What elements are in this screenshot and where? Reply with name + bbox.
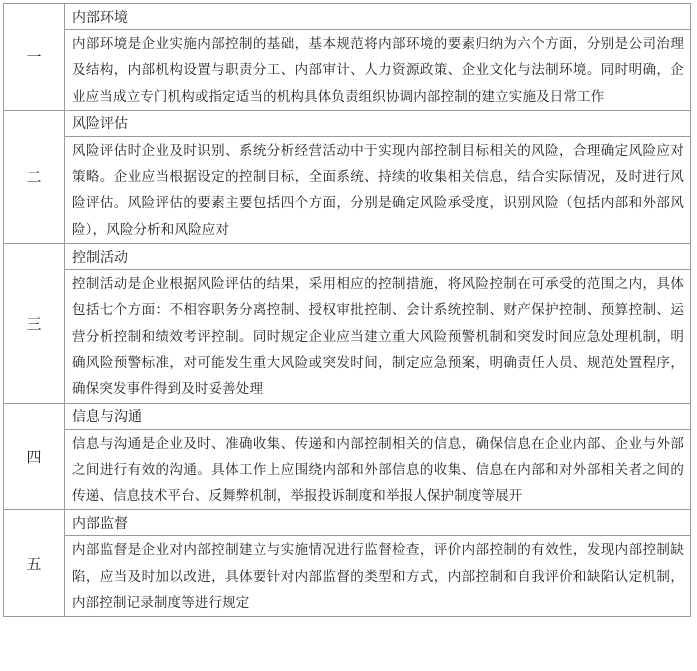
section-title: 内部环境 xyxy=(65,4,691,30)
section-number: 三 xyxy=(4,244,65,403)
section-description: 风险评估时企业及时识别、系统分析经营活动中于实现内部控制目标相关的风险，合理确定风险应对策略。企业应当根据设定的控制目标，全面系统、持续的收集相关信息，结合实际情况，及时进行风险评估。风险评估的要素主要包括四个方面，分别是确定风险承受度，识别风险（包括内部和外部风险），风险分析和风险应对 xyxy=(65,136,691,243)
internal-control-table xyxy=(3,3,691,617)
section-header-row xyxy=(4,4,691,30)
section-title: 内部监督 xyxy=(65,510,691,536)
section-header-row xyxy=(4,510,691,536)
section-title: 信息与沟通 xyxy=(65,403,691,429)
section-header-row xyxy=(4,403,691,429)
section-description: 控制活动是企业根据风险评估的结果，采用相应的控制措施，将风险控制在可承受的范围之内，具体包括七个方面：不相容职务分离控制、授权审批控制、会计系统控制、财产保护控制、预算控制、运营分析控制和绩效考评控制。同时规定企业应当建立重大风险预警机制和突发时间应急处理机制，明确风险预警标准，对可能发生重大风险或突发时间，制定应急预案，明确责任人员、规范处置程序，确保突发事件得到及时妥善处理 xyxy=(65,270,691,403)
section-description: 内部环境是企业实施内部控制的基础，基本规范将内部环境的要素归纳为六个方面，分别是公司治理及结构，内部机构设置与职责分工、内部审计、人力资源政策、企业文化与法制环境。同时明确，企业应当成立专门机构或指定适当的机构具体负责组织协调内部控制的建立实施及日常工作 xyxy=(65,30,691,111)
section-body-row xyxy=(4,429,691,510)
section-body-row xyxy=(4,536,691,617)
section-title: 控制活动 xyxy=(65,244,691,270)
section-body-row xyxy=(4,30,691,111)
section-header-row xyxy=(4,244,691,270)
section-body-row xyxy=(4,136,691,243)
section-description: 内部监督是企业对内部控制建立与实施情况进行监督检查，评价内部控制的有效性，发现内部控制缺陷，应当及时加以改进，具体要针对内部监督的类型和方式，内部控制和自我评价和缺陷认定机制，内部控制记录制度等进行规定 xyxy=(65,536,691,617)
section-number: 一 xyxy=(4,4,65,111)
section-number: 五 xyxy=(4,510,65,617)
section-number: 四 xyxy=(4,403,65,510)
section-title: 风险评估 xyxy=(65,110,691,136)
section-header-row xyxy=(4,110,691,136)
section-description: 信息与沟通是企业及时、准确收集、传递和内部控制相关的信息，确保信息在企业内部、企业与外部之间进行有效的沟通。具体工作上应围绕内部和外部信息的收集、信息在内部和对外部相关者之间的传递、信息技术平台、反舞弊机制，举报投诉制度和举报人保护制度等展开 xyxy=(65,429,691,510)
section-number: 二 xyxy=(4,110,65,243)
section-body-row xyxy=(4,270,691,403)
